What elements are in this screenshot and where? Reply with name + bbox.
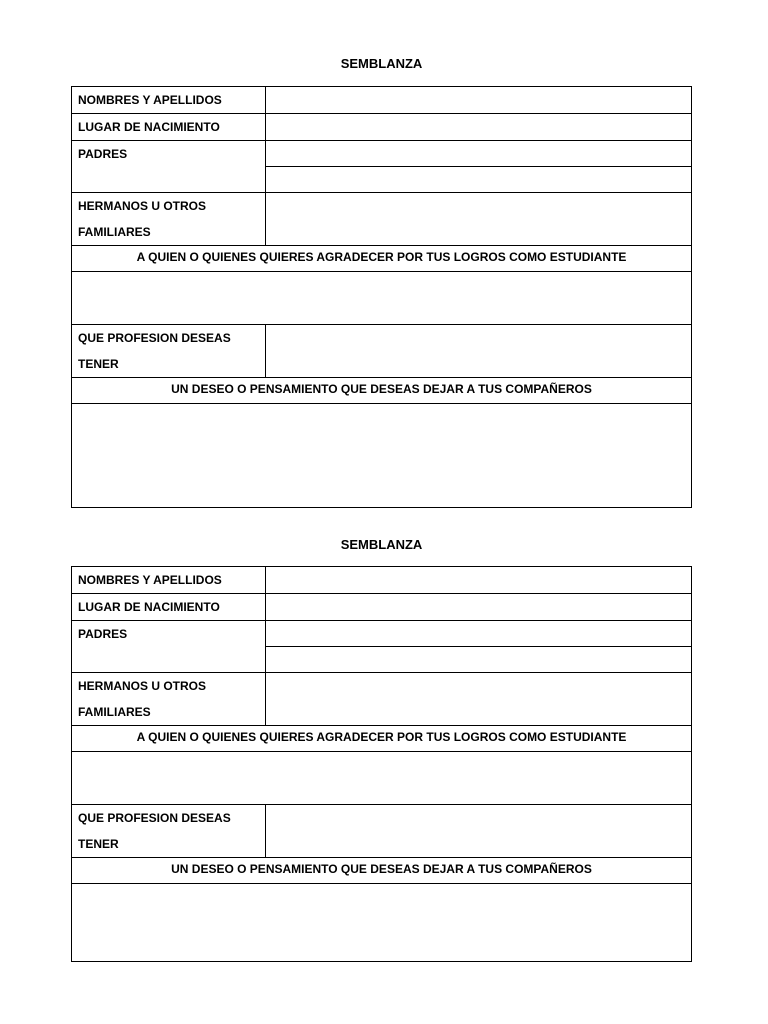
parents-field-1[interactable] <box>266 621 692 647</box>
birthplace-field[interactable] <box>266 114 692 141</box>
birthplace-field[interactable] <box>266 594 692 621</box>
thanks-field[interactable] <box>72 752 692 805</box>
birthplace-label: LUGAR DE NACIMIENTO <box>72 594 266 621</box>
names-label: NOMBRES Y APELLIDOS <box>72 567 266 594</box>
wish-field[interactable] <box>72 404 692 508</box>
siblings-field[interactable] <box>266 673 692 726</box>
siblings-label <box>72 193 266 246</box>
parents-field-2[interactable] <box>266 167 692 193</box>
profession-label-line2: TENER <box>78 357 119 371</box>
parents-label: PADRES <box>72 621 266 673</box>
profession-label-line1: QUE PROFESION DESEAS <box>78 811 231 825</box>
siblings-label-line1: HERMANOS U OTROS <box>78 679 207 693</box>
birthplace-label: LUGAR DE NACIMIENTO <box>72 114 266 141</box>
form-table <box>71 566 692 962</box>
profession-field[interactable] <box>266 325 692 378</box>
siblings-field[interactable] <box>266 193 692 246</box>
form-table <box>71 86 692 508</box>
wish-heading: UN DESEO O PENSAMIENTO QUE DESEAS DEJAR A TUS COMPAÑEROS <box>72 858 692 884</box>
profession-label-line1: QUE PROFESION DESEAS <box>78 331 231 345</box>
parents-field-2[interactable] <box>266 647 692 673</box>
names-field[interactable] <box>266 87 692 114</box>
wish-heading: UN DESEO O PENSAMIENTO QUE DESEAS DEJAR A TUS COMPAÑEROS <box>72 378 692 404</box>
profession-label <box>72 325 266 378</box>
form-title: SEMBLANZA <box>340 56 423 71</box>
siblings-label-line2: FAMILIARES <box>78 705 151 719</box>
siblings-label-line1: HERMANOS U OTROS <box>78 199 207 213</box>
profession-label <box>72 805 266 858</box>
thanks-heading: A QUIEN O QUIENES QUIERES AGRADECER POR TUS LOGROS COMO ESTUDIANTE <box>72 246 692 272</box>
parents-label: PADRES <box>72 141 266 193</box>
profession-label-line2: TENER <box>78 837 119 851</box>
parents-field-1[interactable] <box>266 141 692 167</box>
siblings-label <box>72 673 266 726</box>
names-label: NOMBRES Y APELLIDOS <box>72 87 266 114</box>
thanks-heading: A QUIEN O QUIENES QUIERES AGRADECER POR TUS LOGROS COMO ESTUDIANTE <box>72 726 692 752</box>
siblings-label-line2: FAMILIARES <box>78 225 151 239</box>
profession-field[interactable] <box>266 805 692 858</box>
wish-field[interactable] <box>72 884 692 962</box>
form-title: SEMBLANZA <box>340 537 423 552</box>
names-field[interactable] <box>266 567 692 594</box>
thanks-field[interactable] <box>72 272 692 325</box>
